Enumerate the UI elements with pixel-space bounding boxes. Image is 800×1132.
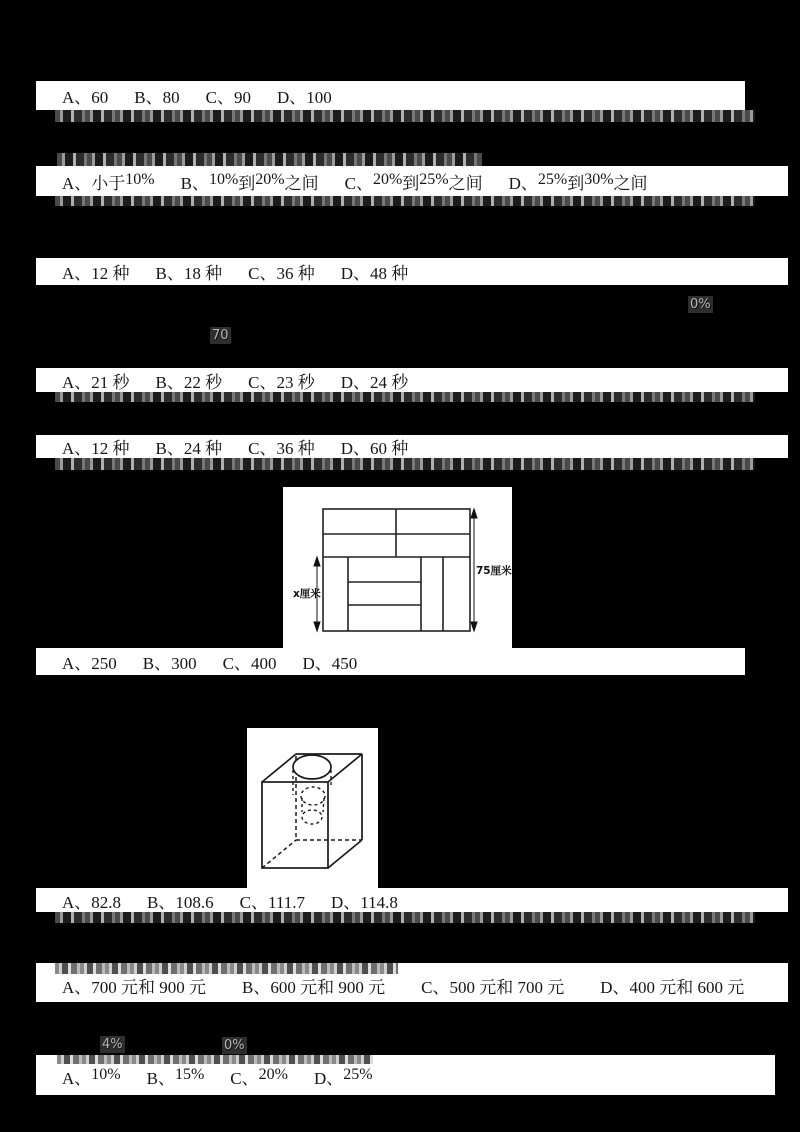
answer-options-row-q2 — [36, 166, 788, 196]
redacted-text-block — [36, 675, 788, 728]
options-list — [36, 973, 744, 1002]
answer-option: D、60 种 — [340, 439, 409, 458]
redaction-noise-bar — [55, 963, 398, 974]
redacted-text-block — [36, 285, 788, 368]
redaction-fragment: 4% — [102, 1037, 123, 1052]
answer-option: A、10% — [62, 1066, 121, 1088]
redaction-noise-bar — [55, 392, 755, 402]
options-list — [36, 169, 648, 194]
answer-option: B、18 种 — [155, 264, 223, 283]
redaction-noise-bar — [57, 153, 482, 166]
answer-option: D、25%到30%之间 — [508, 170, 648, 193]
dimension-label-x: x厘米 — [293, 588, 321, 600]
options-list — [36, 649, 357, 674]
answer-option: D、25% — [313, 1066, 373, 1088]
answer-option: A、12 种 — [62, 439, 130, 458]
answer-option: B、600 元和 900 元 — [242, 978, 386, 997]
options-list — [36, 368, 408, 393]
answer-options-row-q7 — [36, 888, 788, 912]
answer-option: A、12 种 — [62, 264, 130, 283]
answer-option: A、60 — [62, 88, 109, 107]
answer-option: C、20%到25%之间 — [344, 170, 483, 193]
answer-options-row-q6 — [36, 648, 745, 675]
answer-option: D、400 元和 600 元 — [600, 978, 745, 997]
answer-option: C、20% — [230, 1066, 288, 1088]
answer-option: B、80 — [134, 88, 180, 107]
answer-option: D、100 — [276, 88, 332, 107]
rectangle-partition-svg — [283, 487, 512, 648]
redaction-noise-bar — [55, 110, 755, 122]
cuboid-front-face — [262, 782, 328, 868]
redaction-noise-bar — [55, 912, 755, 923]
answer-option: D、114.8 — [330, 892, 398, 912]
dimension-label-75cm: 75厘米 — [476, 565, 512, 577]
rectangle-partition-diagram — [283, 487, 512, 648]
answer-option: B、15% — [146, 1066, 205, 1088]
redaction-noise-bar — [57, 1055, 373, 1064]
options-list — [36, 434, 408, 459]
redaction-fragment: 70 — [212, 328, 229, 343]
answer-option: A、82.8 — [62, 892, 122, 912]
answer-options-row-q5 — [36, 435, 788, 458]
answer-option: A、700 元和 900 元 — [62, 978, 207, 997]
answer-option: A、小于10% — [62, 170, 155, 193]
answer-option: B、24 种 — [155, 439, 223, 458]
answer-option: A、21 秒 — [62, 372, 130, 392]
answer-option: B、108.6 — [147, 892, 214, 912]
answer-options-row-q1 — [36, 81, 745, 110]
answer-option: C、111.7 — [239, 892, 305, 912]
answer-option: C、400 — [222, 654, 277, 673]
redaction-fragment: 0% — [690, 297, 711, 312]
answer-option: D、450 — [302, 654, 358, 673]
options-list — [36, 1064, 373, 1095]
options-list — [36, 259, 408, 284]
redaction-noise-bar — [55, 196, 755, 206]
redacted-text-block — [36, 1002, 788, 1055]
options-list — [36, 888, 398, 913]
answer-option: D、24 秒 — [340, 372, 409, 392]
answer-option: B、22 秒 — [155, 372, 223, 392]
cylinder-top-ellipse — [293, 755, 331, 779]
answer-option: B、300 — [142, 654, 197, 673]
redaction-fragment: 0% — [224, 1038, 245, 1053]
answer-option: B、10%到20%之间 — [180, 170, 319, 193]
answer-option: C、36 种 — [248, 264, 315, 283]
options-list — [36, 83, 332, 108]
cuboid-cylinder-diagram — [247, 728, 378, 888]
answer-option: C、500 元和 700 元 — [421, 978, 565, 997]
cuboid-cylinder-svg — [247, 728, 378, 888]
redaction-noise-bar — [55, 458, 755, 470]
answer-options-row-q4 — [36, 368, 788, 392]
answer-option: A、250 — [62, 654, 117, 673]
answer-options-row-q3 — [36, 258, 788, 285]
answer-option: C、36 种 — [248, 439, 315, 458]
answer-option: C、90 — [205, 88, 251, 107]
answer-option: D、48 种 — [340, 264, 409, 283]
answer-option: C、23 秒 — [248, 372, 315, 392]
